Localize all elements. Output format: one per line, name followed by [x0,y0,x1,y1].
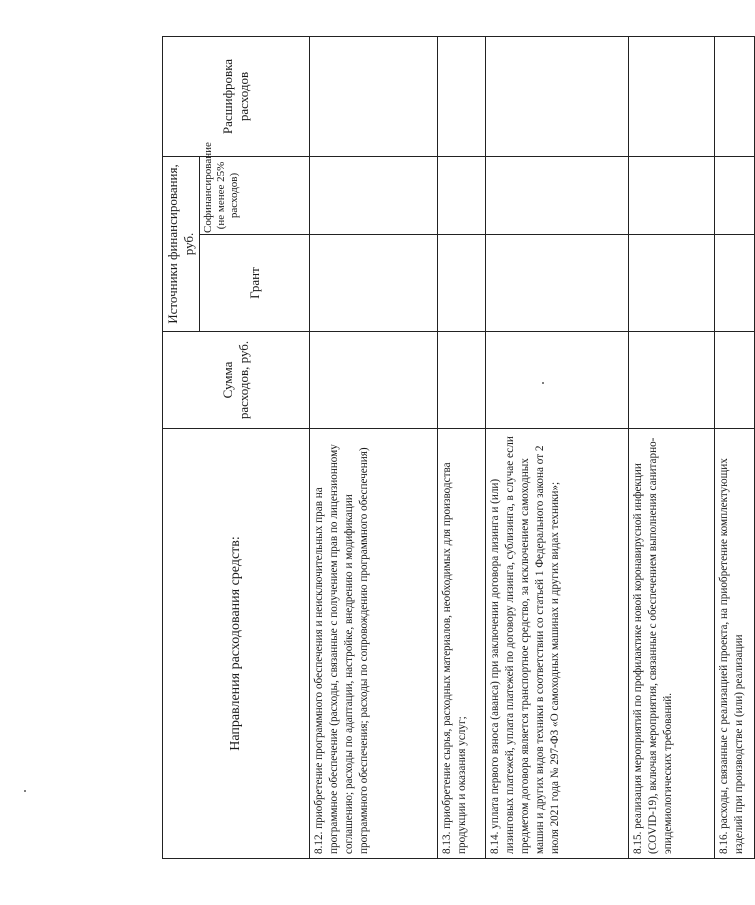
row-cofinancing-cell [629,157,715,235]
header-sources: Источники финансирования, руб. [163,157,200,332]
row-breakdown-cell [629,37,715,157]
table-row [629,37,715,859]
row-grant-cell [715,235,755,332]
row-grant-cell [486,235,629,332]
header-breakdown: Расшифровка расходов [163,37,310,157]
header-cofinancing: Софинансирование (не менее 25% расходов) [200,157,310,235]
header-sum: Сумма расходов, руб. [163,332,310,429]
row-8-14-text: 8.14. уплата первого взноса (аванса) при заключении договора лизинга и (или) лизинговых платежей, уплата платежей по договору лизинга, сублизинга, в случае если предметом договора является транспортное средство, за исключением самоходных машин и других видов техники в соответствии со статьей 1 Федерального закона от 2 июля 2021 года № 297-ФЗ «О самоходных машинах и других видах техники»; [486,429,629,859]
row-sum-cell [310,332,438,429]
header-row-1 [163,37,200,859]
row-sum-cell [715,332,755,429]
row-breakdown-cell [715,37,755,157]
header-grant: Грант [200,235,310,332]
row-8-15-text: 8.15. реализация мероприятий по профилактике новой коронавирусной инфекции (COVID-19), включая мероприятия, связанные с обеспечением выполнения санитарно-эпидемиологических требований. [629,429,715,859]
row-breakdown-cell [486,37,629,157]
row-8-13-text: 8.13. приобретение сырья, расходных материалов, необходимых для производства продукции и оказания услуг; [438,429,486,859]
expense-table [162,36,755,859]
row-cofinancing-cell [310,157,438,235]
row-breakdown-cell [438,37,486,157]
table-row [715,37,755,859]
row-grant-cell [438,235,486,332]
table-row [486,37,629,859]
table-row [310,37,438,859]
row-grant-cell [629,235,715,332]
header-directions: Направления расходования средств: [163,429,310,859]
row-sum-cell [486,332,629,429]
row-breakdown-cell [310,37,438,157]
row-sum-cell [438,332,486,429]
row-8-16-text: 8.16. расходы, связанные с реализацией проекта, на приобретение комплектующих изделий при производстве и (или) реализации [715,429,755,859]
row-8-12-text: 8.12. приобретение программного обеспечения и неисключительных прав на программное обеспечение (расходы, связанные с получением прав по лицензионному соглашению; расходы по адаптации, настройке, внедрению и модификации программного обеспечения; расходы по сопровождению программного обеспечения) [310,429,438,859]
table-row [438,37,486,859]
row-cofinancing-cell [715,157,755,235]
row-grant-cell [310,235,438,332]
row-cofinancing-cell [438,157,486,235]
row-sum-cell [629,332,715,429]
row-cofinancing-cell [486,157,629,235]
